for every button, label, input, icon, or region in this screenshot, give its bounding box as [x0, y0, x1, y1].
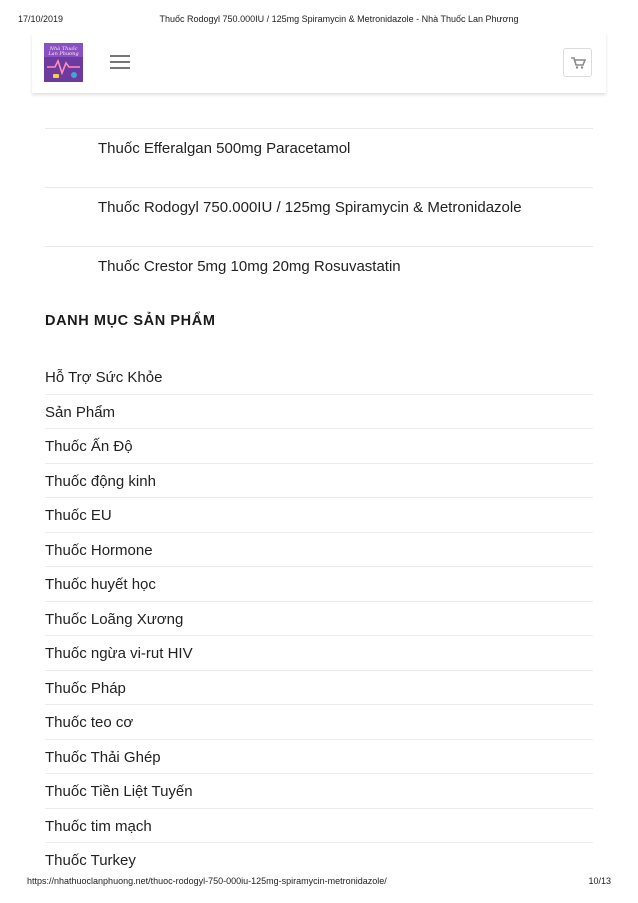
post-link[interactable]: Thuốc Efferalgan 500mg Paracetamol — [98, 140, 351, 157]
post-link[interactable]: Thuốc Crestor 5mg 10mg 20mg Rosuvastatin — [98, 258, 401, 275]
category-item[interactable] — [45, 360, 593, 395]
category-link[interactable]: Thuốc Turkey — [45, 852, 136, 869]
category-link[interactable]: Hỗ Trợ Sức Khỏe — [45, 369, 163, 386]
category-link[interactable]: Thuốc động kinh — [45, 472, 156, 490]
category-link[interactable]: Thuốc Loãng Xương — [45, 610, 184, 628]
category-link[interactable]: Thuốc huyết học — [45, 576, 156, 593]
category-item[interactable] — [45, 671, 593, 706]
category-item[interactable] — [45, 498, 593, 533]
category-link[interactable]: Thuốc Hormone — [45, 541, 153, 559]
category-item[interactable] — [45, 464, 593, 499]
category-item[interactable] — [45, 774, 593, 809]
print-url: https://nhathuoclanphuong.net/thuoc-rodogyl-750-000iu-125mg-spiramycin-metronidazole/ — [27, 876, 387, 886]
category-item[interactable] — [45, 429, 593, 464]
cart-button[interactable] — [563, 48, 592, 77]
category-link[interactable]: Thuốc EU — [45, 507, 112, 524]
category-link[interactable]: Sản Phẩm — [45, 403, 116, 421]
category-link[interactable]: Thuốc Pháp — [45, 679, 126, 697]
post-item[interactable] — [45, 246, 593, 305]
category-link[interactable]: Thuốc tim mạch — [45, 817, 152, 835]
categories-list — [45, 360, 593, 878]
post-item[interactable] — [45, 128, 593, 187]
logo-text-line2: Lan Phương — [48, 51, 79, 57]
post-link[interactable]: Thuốc Rodogyl 750.000IU / 125mg Spiramycin & Metronidazole — [98, 199, 522, 216]
site-logo[interactable] — [44, 43, 83, 82]
category-item[interactable] — [45, 740, 593, 775]
menu-button[interactable] — [110, 55, 130, 71]
category-link[interactable]: Thuốc ngừa vi-rut HIV — [45, 645, 193, 662]
categories-heading: DANH MỤC SẢN PHẨM — [45, 313, 216, 329]
print-footer — [27, 876, 611, 890]
category-item[interactable] — [45, 843, 593, 878]
print-header — [18, 14, 620, 28]
logo-text-line1: Nhà Thuốc — [49, 46, 78, 52]
category-item[interactable] — [45, 567, 593, 602]
category-item[interactable] — [45, 809, 593, 844]
category-link[interactable]: Thuốc Ấn Độ — [45, 438, 133, 455]
category-item[interactable] — [45, 533, 593, 568]
category-link[interactable]: Thuốc teo cơ — [45, 714, 134, 731]
print-date: 17/10/2019 — [18, 14, 64, 24]
cart-icon — [571, 57, 586, 69]
category-item[interactable] — [45, 395, 593, 430]
category-item[interactable] — [45, 602, 593, 637]
category-link[interactable]: Thuốc Thải Ghép — [45, 748, 161, 766]
site-header — [32, 33, 606, 93]
category-link[interactable]: Thuốc Tiền Liệt Tuyến — [45, 783, 193, 800]
print-page-title: Thuốc Rodogyl 750.000IU / 125mg Spiramycin & Metronidazole - Nhà Thuốc Lan Phương — [159, 14, 519, 24]
hamburger-icon — [110, 55, 130, 57]
page-number: 10/13 — [588, 876, 611, 886]
post-item[interactable] — [45, 187, 593, 246]
category-item[interactable] — [45, 705, 593, 740]
category-item[interactable] — [45, 636, 593, 671]
recent-posts-list — [45, 128, 593, 305]
